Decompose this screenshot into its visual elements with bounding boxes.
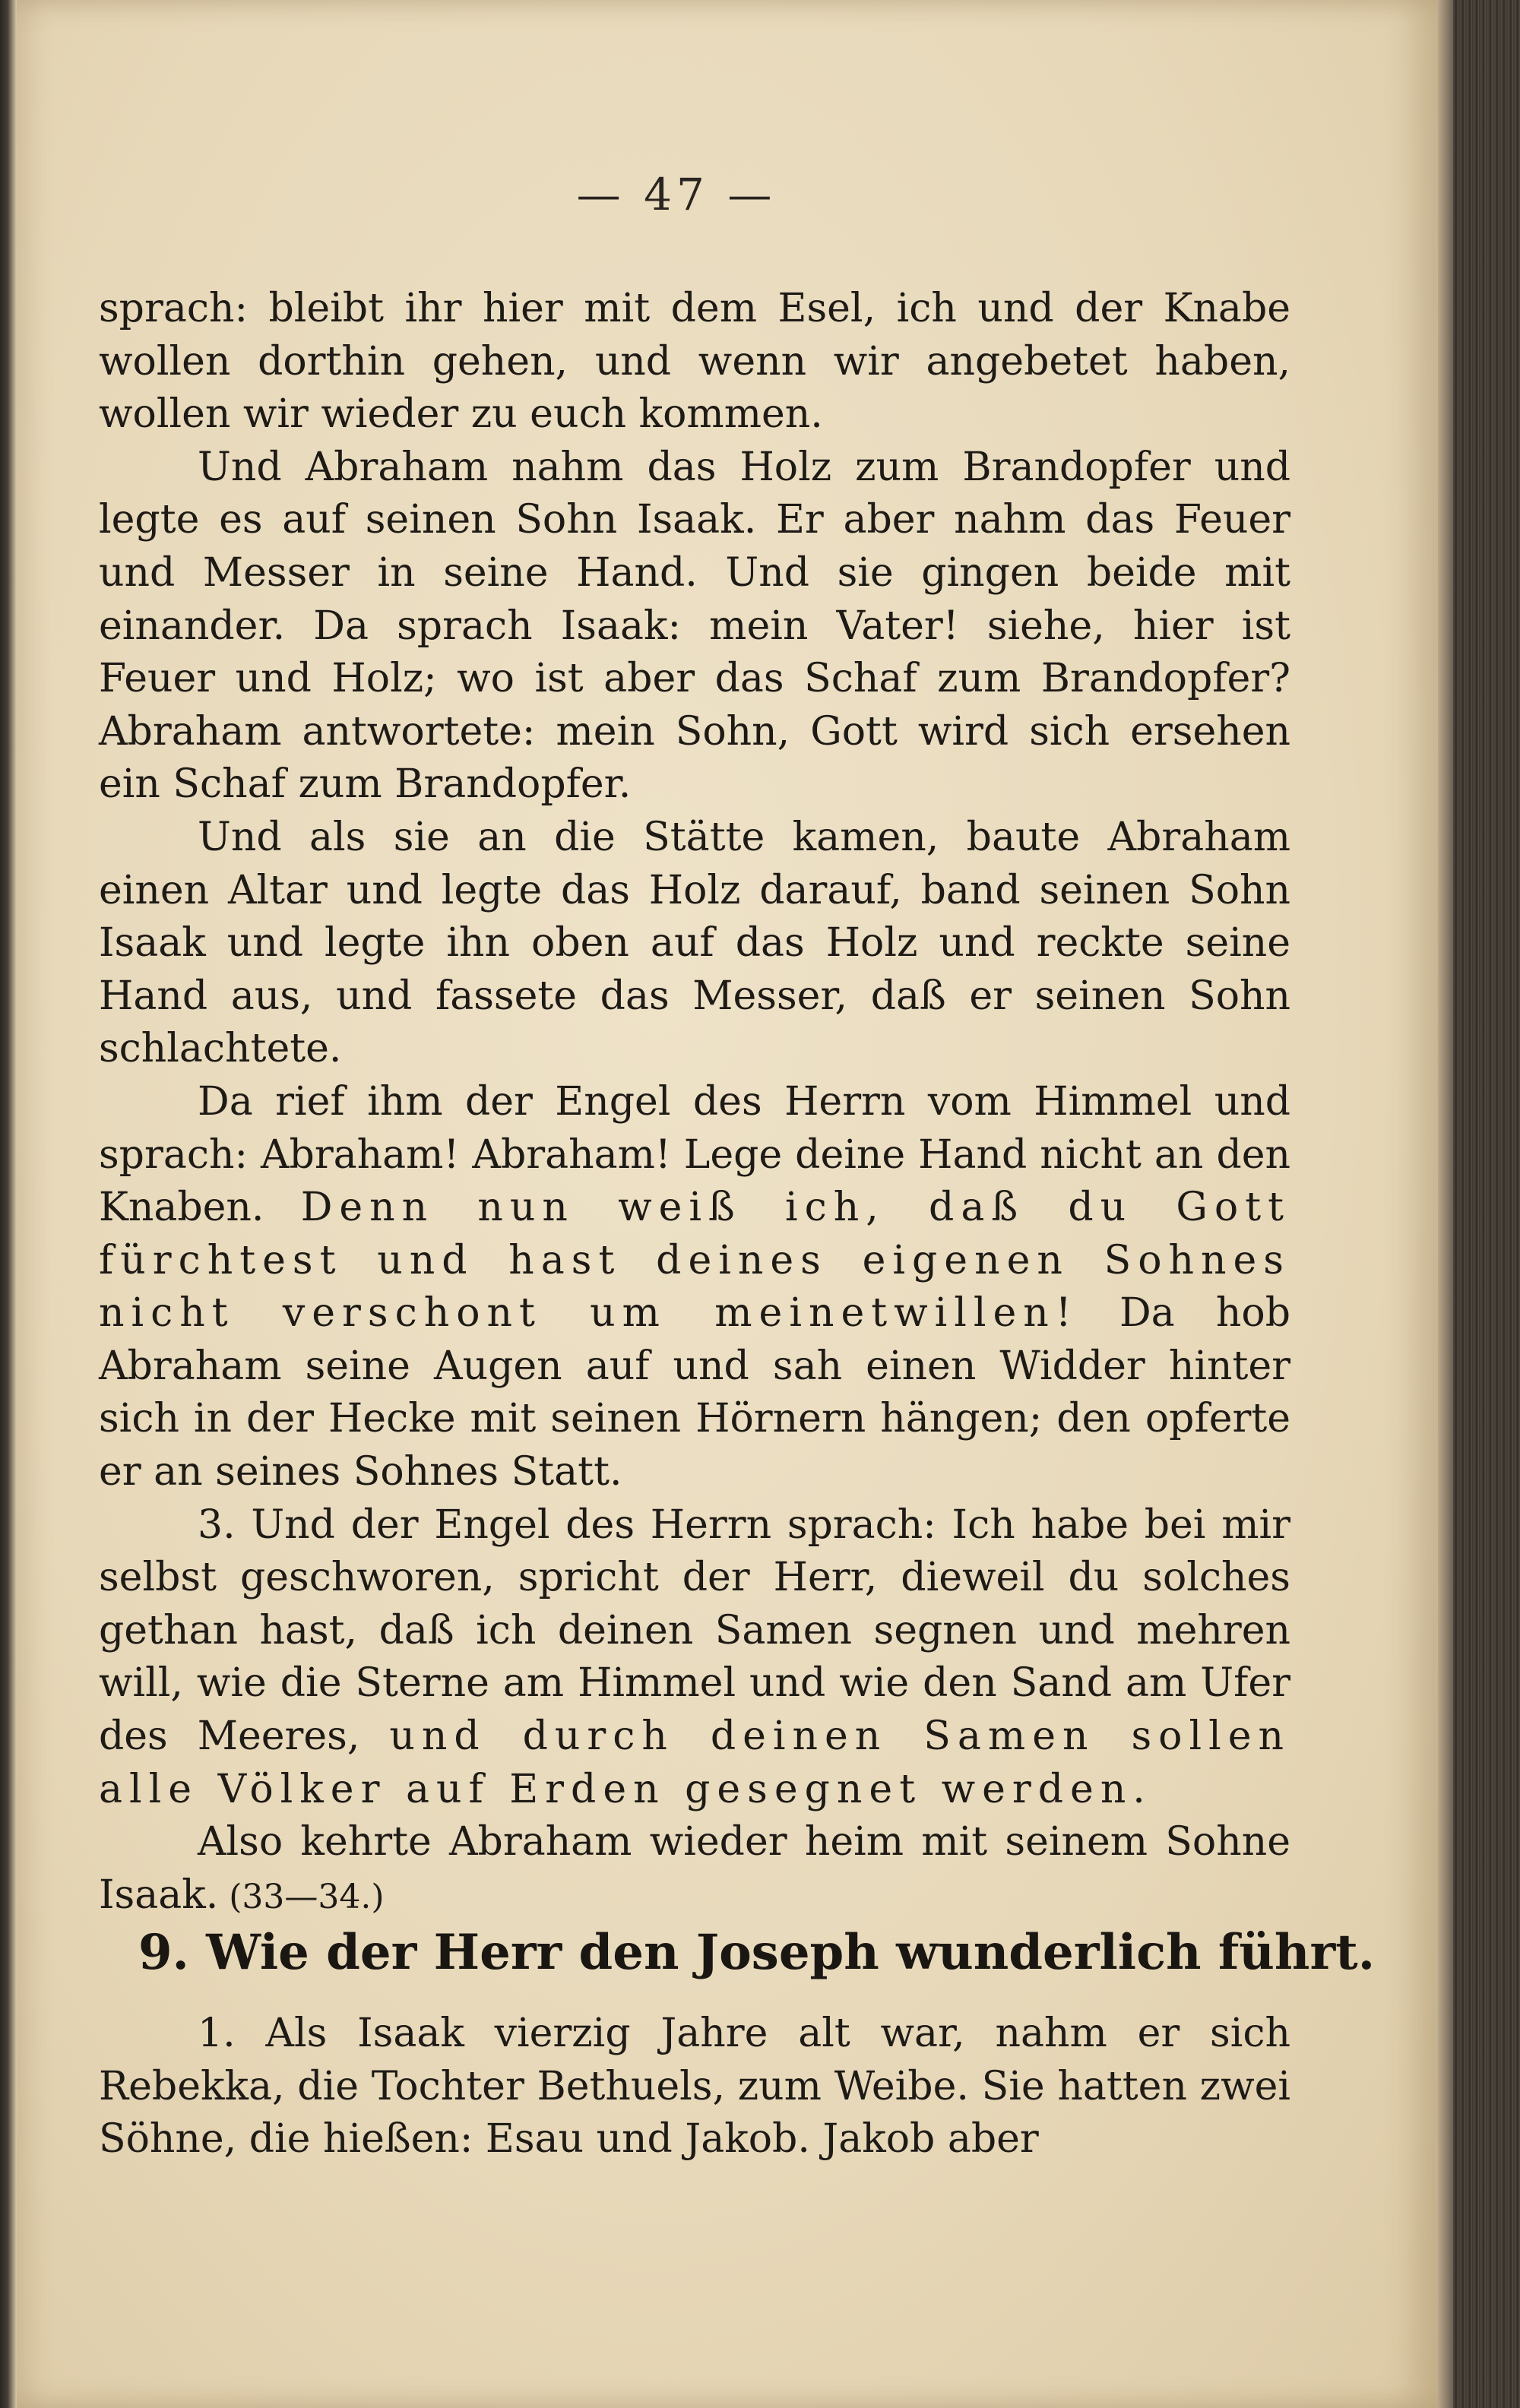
paragraph-4 [99,1076,1290,1499]
paragraph-6-text: Also kehrte Abraham wieder heim mit seinem Sohne Isaak. [99,1819,1290,1918]
paragraph-2: Und Abraham nahm das Holz zum Brandopfer und legte es auf seinen Sohn Isaak. Er aber nahm das Feuer und Messer in seine Hand. Und sie gingen beide mit einander. Da sprach Isaak: mein Vater! siehe, hier ist Feuer und Holz; wo ist aber das Schaf zum Brandopfer? Abraham antwortete: mein Sohn, Gott wird sich ersehen ein Schaf zum Brandopfer. [99,444,1290,808]
paragraph-5-spaced: und durch deinen Samen sollen alle Völker auf Erden gesegnet werden. [99,1713,1290,1812]
paragraph-3: Und als sie an die Stätte kamen, baute Abraham einen Altar und legte das Holz darauf, band seinen Sohn Isaak und legte ihn oben auf das Holz und reckte seine Hand aus, und fassete das Messer, daß er seinen Sohn schlachtete. [99,814,1290,1072]
section-heading: 9. Wie der Herr den Joseph wunderlich führt. [138,1924,1375,1981]
page-number: — 47 — [576,169,777,220]
body-text [99,283,1290,1923]
body-text-2 [99,2008,1290,2166]
book-edge [1438,0,1520,2408]
paragraph-4-part1: Da rief ihm der Engel des Herrn vom Himmel und sprach: Abraham! Abraham! Lege deine Hand nicht an den Knaben. [99,1078,1290,1231]
paragraph-4-spaced: Denn nun weiß ich, daß du Gott fürchtest und hast deines eigenen Sohnes nicht verschont um meinetwillen! [99,1185,1291,1337]
paragraph-4-part2: Da hob Abraham seine Augen auf und sah einen Widder hinter sich in der Hecke mit seinen Hörnern hängen; den opferte er an seines Sohnes Statt. [99,1290,1291,1495]
paragraph-1: sprach: bleibt ihr hier mit dem Esel, ich und der Knabe wollen dorthin gehen, und wenn wir angebetet haben, wollen wir wieder zu euch kommen. [99,286,1290,438]
paragraph-5 [99,1499,1290,1817]
paragraph-7: 1. Als Isaak vierzig Jahre alt war, nahm er sich Rebekka, die Tochter Bethuels, zum Weibe. Sie hatten zwei Söhne, die hießen: Esau und Jakob. Jakob aber [99,2011,1290,2163]
paragraph-5-part1: 3. Und der Engel des Herrn sprach: Ich habe bei mir selbst geschworen, spricht der Herr, dieweil du solches gethan hast, daß ich deinen Samen segnen und mehren will, wie die Sterne am Himmel und wie den Sand am Ufer des Meeres, [99,1501,1290,1760]
paragraph-6-reference: (33—34.) [218,1877,385,1916]
paragraph-6 [99,1816,1290,1923]
